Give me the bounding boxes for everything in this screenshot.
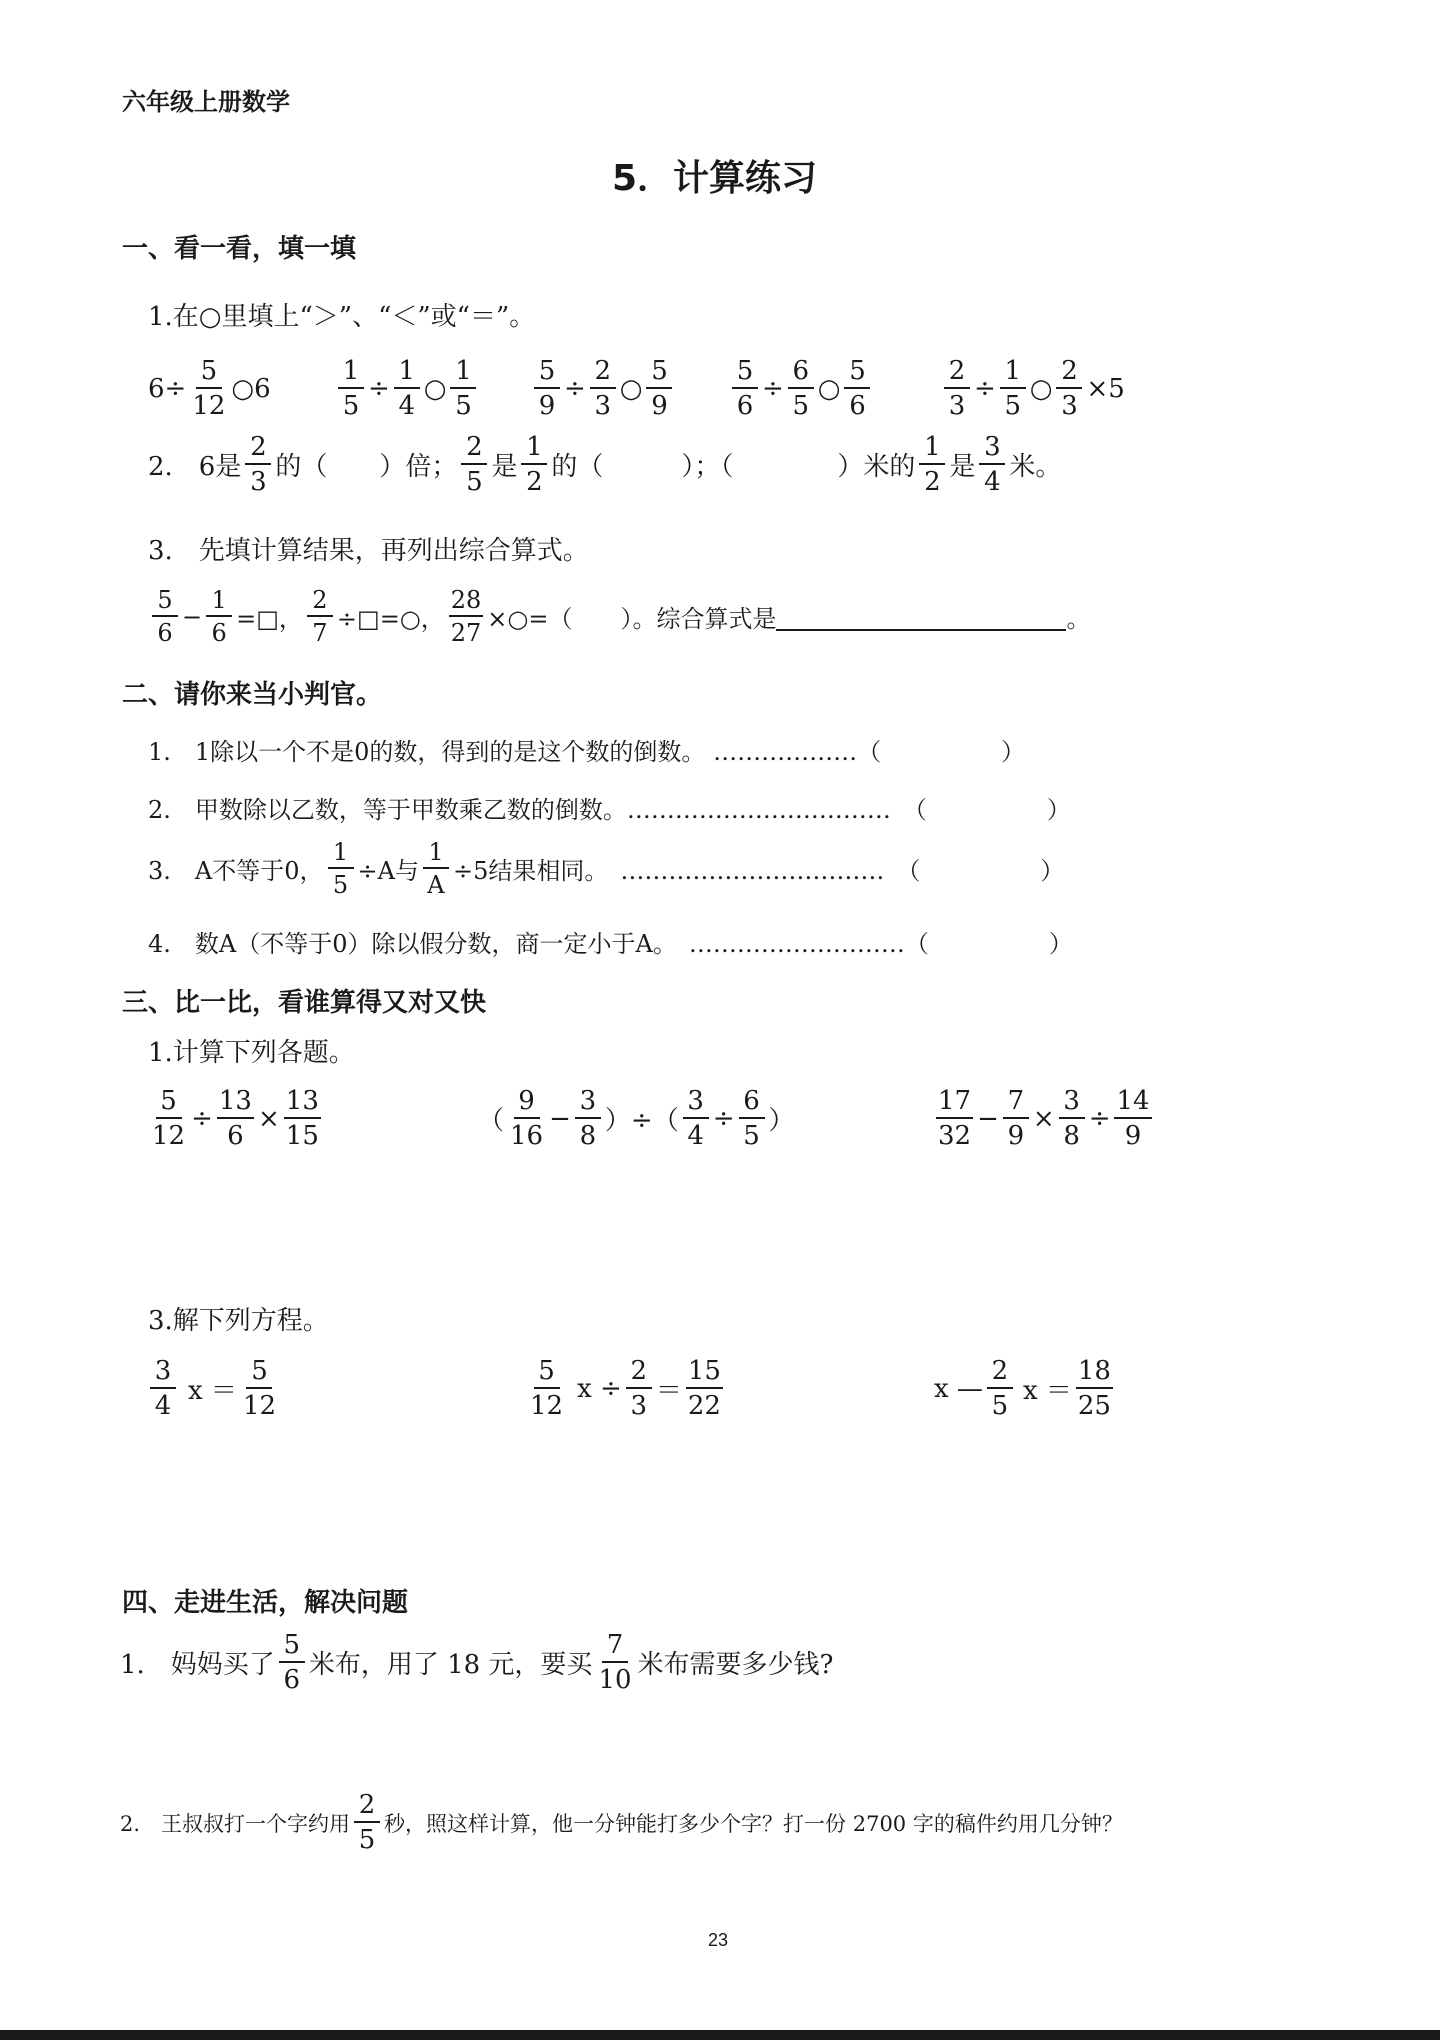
- section-4-heading: 四、走进生活，解决问题: [122, 1588, 409, 1618]
- compare-expr-2: $\frac{1}{5}$ ÷ $\frac{1}{4}$ ○ $\frac{1}{5}$: [334, 358, 480, 419]
- calc-expr-1: $\frac{5}{12}$ ÷ $\frac{13}{6}$ × $\frac{13}{15}$: [152, 1086, 319, 1151]
- problem-2: 2. 王叔叔打一个字约用 $\frac{2}{5}$ 秒，照这样计算，他一分钟能打多少个字？打一份 2700 字的稿件约用几分钟？: [120, 1790, 1123, 1855]
- expr-text: 6÷: [148, 373, 187, 404]
- problem-1: 1. 妈妈买了 $\frac{5}{6}$ 米布，用了 18 元，要买 $\frac{7}{10}$ 米布需要多少钱?: [120, 1630, 834, 1695]
- section-3-heading: 三、比一比，看谁算得又对又快: [122, 988, 487, 1018]
- question-1-3-expression: $\frac{5}{6}$ − $\frac{1}{6}$ =□， $\frac{2}{7}$ ÷□=○， $\frac{28}{27}$ ×○=（ ）。综合算式是 。: [148, 588, 1090, 645]
- calc-expr-3: $\frac{17}{32}$ − $\frac{7}{9}$ × $\frac{3}{8}$ ÷ $\frac{14}{9}$: [938, 1086, 1150, 1151]
- fraction: $\frac{5}{12}$: [192, 356, 226, 421]
- section-1-heading: 一、看一看，填一填: [122, 234, 357, 264]
- equation-3: x — $\frac{2}{5}$ x ＝ $\frac{18}{25}$: [934, 1356, 1111, 1421]
- bottom-border: [0, 2030, 1440, 2040]
- answer-blank-line[interactable]: [776, 603, 1066, 631]
- judge-item-4: 4. 数A（不等于0）除以假分数，商一定小于A。 ………………………（ ）: [148, 930, 1073, 958]
- equation-1: $\frac{3}{4}$ x ＝ $\frac{5}{12}$: [146, 1358, 282, 1419]
- question-3-3: 3.解下列方程。: [148, 1306, 329, 1336]
- page-title: 5．计算练习: [612, 158, 818, 199]
- section-2-heading: 二、请你来当小判官。: [122, 680, 383, 710]
- compare-expr-5: $\frac{2}{3}$ ÷ $\frac{1}{5}$ ○ $\frac{2}{3}$ ×5: [940, 358, 1125, 419]
- compare-expr-3: $\frac{5}{9}$ ÷ $\frac{2}{3}$ ○ $\frac{5}{9}$: [530, 358, 676, 419]
- question-1-1: 1.在○里填上“＞”、“＜”或“＝”。: [148, 302, 536, 332]
- compare-expr-1: [148, 358, 271, 419]
- question-1-3: 3. 先填计算结果，再列出综合算式。: [148, 536, 589, 566]
- page-number: 23: [708, 1930, 729, 1950]
- judge-item-2: 2. 甲数除以乙数，等于甲数乘乙数的倒数。…………………………… （ ）: [148, 796, 1071, 824]
- compare-expr-4: $\frac{5}{6}$ ÷ $\frac{6}{5}$ ○ $\frac{5}{6}$: [728, 358, 874, 419]
- equation-2: $\frac{5}{12}$ x ÷ $\frac{2}{3}$ ＝ $\frac{15}{22}$: [530, 1356, 721, 1421]
- question-3-1: 1.计算下列各题。: [148, 1038, 355, 1068]
- expr-text: ○6: [231, 373, 271, 404]
- judge-item-3: 3. A不等于0， $\frac{1}{5}$ ÷A与 $\frac{1}{A}$ ÷5结果相同。 …………………………… （ ）: [148, 838, 1065, 899]
- calc-expr-2: （ $\frac{9}{16}$ − $\frac{3}{8}$ ）÷（ $\frac{3}{4}$ ÷ $\frac{6}{5}$ ）: [478, 1086, 795, 1151]
- judge-item-1: 1. 1除以一个不是0的数，得到的是这个数的倒数。 ………………（ ）: [148, 738, 1026, 766]
- question-1-2: 2. 6是 $\frac{2}{3}$ 的（ ）倍； $\frac{2}{5}$ 是 $\frac{1}{2}$ 的（ ）；（ ）米的 $\frac{1}{2}$ 是 $\frac{3}{4}$ 米。: [148, 432, 1062, 497]
- document-header: 六年级上册数学: [122, 88, 290, 116]
